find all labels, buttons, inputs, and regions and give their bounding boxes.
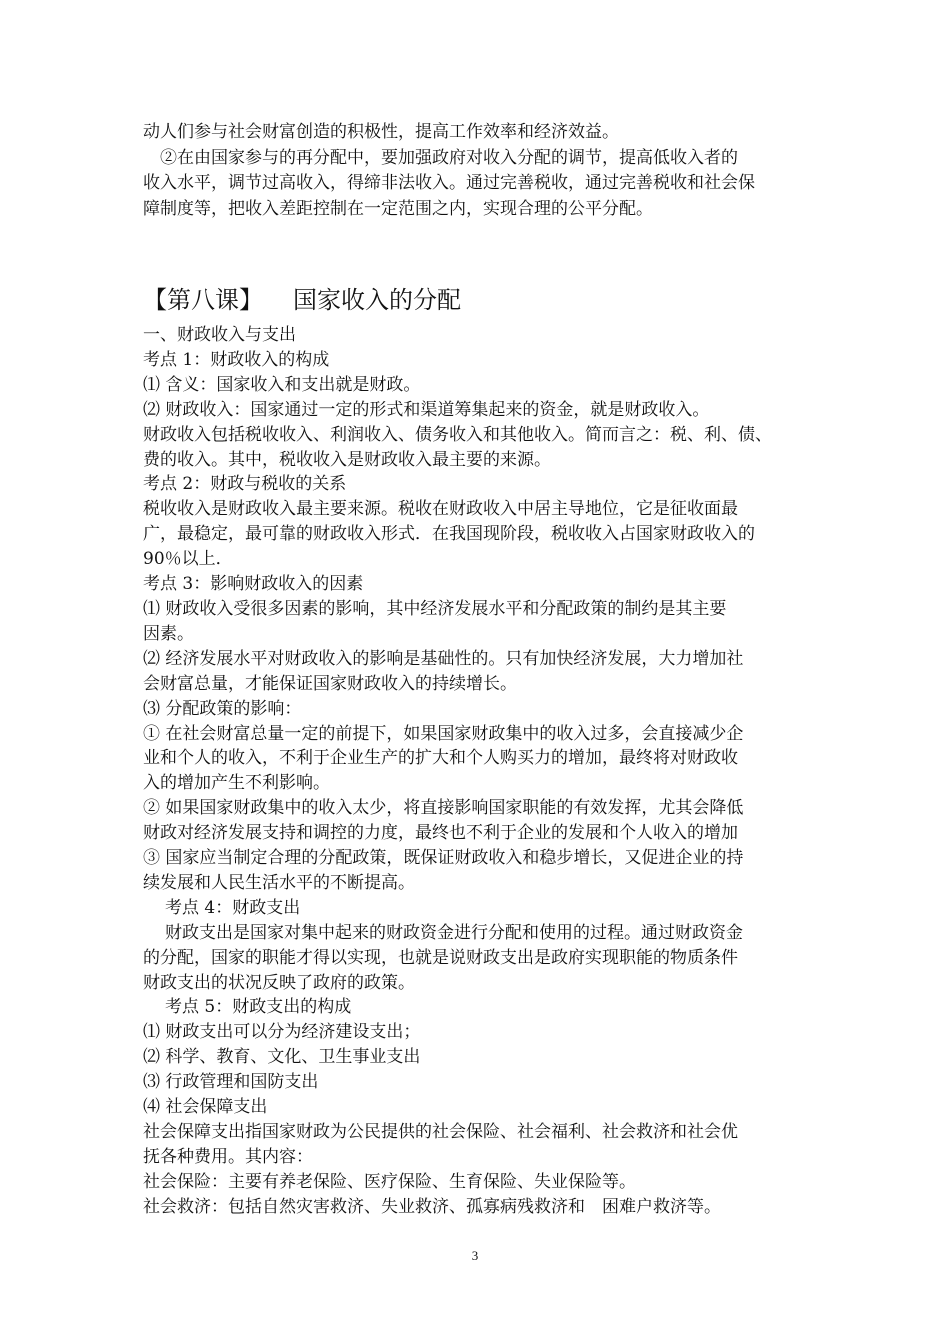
top-paragraphs	[143, 120, 811, 222]
lesson-content	[143, 323, 811, 1220]
text-line: 财政支出的状况反映了政府的政策。	[143, 972, 415, 993]
key-point-heading: 考点 2：财政与税收的关系	[143, 474, 347, 495]
list-item: 因素。	[143, 623, 194, 644]
list-item: ② 如果国家财政集中的收入太少，将直接影响国家职能的有效发挥，尤其会降低	[143, 798, 744, 819]
lesson-label: 【第八课】	[143, 286, 263, 314]
text-line: 财政收入包括税收收入、利润收入、债务收入和其他收入。简而言之：税、利、债、	[143, 424, 772, 445]
list-item: 业和个人的收入，不利于企业生产的扩大和个人购买力的增加，最终将对财政收	[143, 748, 738, 769]
list-item: ⑶ 分配政策的影响：	[143, 698, 302, 719]
page-number: 3	[471, 1248, 479, 1263]
list-item: ① 在社会财富总量一定的前提下，如果国家财政集中的收入过多，会直接减少企	[143, 723, 744, 744]
list-item: 续发展和人民生活水平的不断提高。	[143, 872, 415, 893]
lesson-heading	[143, 284, 461, 316]
key-point-heading: 考点 4：财政支出	[165, 897, 301, 918]
section-heading: 一、财政收入与支出	[143, 325, 296, 345]
text-line: 收入水平，调节过高收入，得缔非法收入。通过完善税收，通过完善税收和社会保	[143, 173, 755, 193]
text-line: 90％以上．	[143, 549, 233, 570]
key-point-heading: 考点 1：财政收入的构成	[143, 349, 330, 370]
text-line: ②在由国家参与的再分配中，要加强政府对收入分配的调节，提高低收入者的	[160, 147, 738, 168]
list-item: ⑴ 财政支出可以分为经济建设支出；	[143, 1022, 421, 1043]
text-line: 税收收入是财政收入最主要来源。税收在财政收入中居主导地位，它是征收面最	[143, 499, 738, 520]
text-line: 费的收入。其中，税收收入是财政收入最主要的来源。	[143, 449, 551, 470]
list-item: ⑶ 行政管理和国防支出	[143, 1072, 319, 1093]
text-line: 财政支出是国家对集中起来的财政资金进行分配和使用的过程。通过财政资金	[165, 922, 743, 943]
key-point-heading: 考点 5：财政支出的构成	[165, 997, 352, 1018]
list-item: ⑵ 科学、教育、文化、卫生事业支出	[143, 1047, 421, 1068]
list-item: 会财富总量，才能保证国家财政收入的持续增长。	[143, 673, 517, 694]
key-point-heading: 考点 3：影响财政收入的因素	[143, 574, 364, 595]
list-item: ⑴ 财政收入受很多因素的影响，其中经济发展水平和分配政策的制约是其主要	[143, 598, 727, 619]
lesson-title: 国家收入的分配	[293, 286, 461, 314]
text-line: 的分配，国家的职能才得以实现，也就是说财政支出是政府实现职能的物质条件	[143, 947, 738, 968]
list-item: 入的增加产生不利影响。	[143, 773, 330, 794]
text-line: 广，最稳定，最可靠的财政收入形式．在我国现阶段，税收收入占国家财政收入的	[143, 524, 755, 545]
text-line: 社会保障支出指国家财政为公民提供的社会保险、社会福利、社会救济和社会优	[143, 1122, 738, 1142]
list-item: ⑵ 财政收入：国家通过一定的形式和渠道筹集起来的资金，就是财政收入。	[143, 399, 710, 420]
list-item: ⑵ 经济发展水平对财政收入的影响是基础性的。只有加快经济发展，大力增加社	[143, 648, 744, 669]
text-line: 社会救济：包括自然灾害救济、失业救济、孤寡病残救济和 困难户救济等。	[143, 1196, 721, 1217]
text-line: 动人们参与社会财富创造的积极性，提高工作效率和经济效益。	[143, 122, 619, 142]
list-item: ⑷ 社会保障支出	[143, 1097, 268, 1118]
list-item: 财政对经济发展支持和调控的力度，最终也不利于企业的发展和个人收入的增加	[143, 823, 738, 844]
text-line: 抚各种费用。其内容：	[143, 1146, 313, 1167]
list-item: ⑴ 含义：国家收入和支出就是财政。	[143, 374, 421, 395]
text-line: 障制度等，把收入差距控制在一定范围之内，实现合理的公平分配。	[143, 198, 653, 219]
text-line: 社会保险：主要有养老保险、医疗保险、生育保险、失业保险等。	[143, 1171, 636, 1192]
list-item: ③ 国家应当制定合理的分配政策，既保证财政收入和稳步增长，又促进企业的持	[143, 848, 744, 869]
